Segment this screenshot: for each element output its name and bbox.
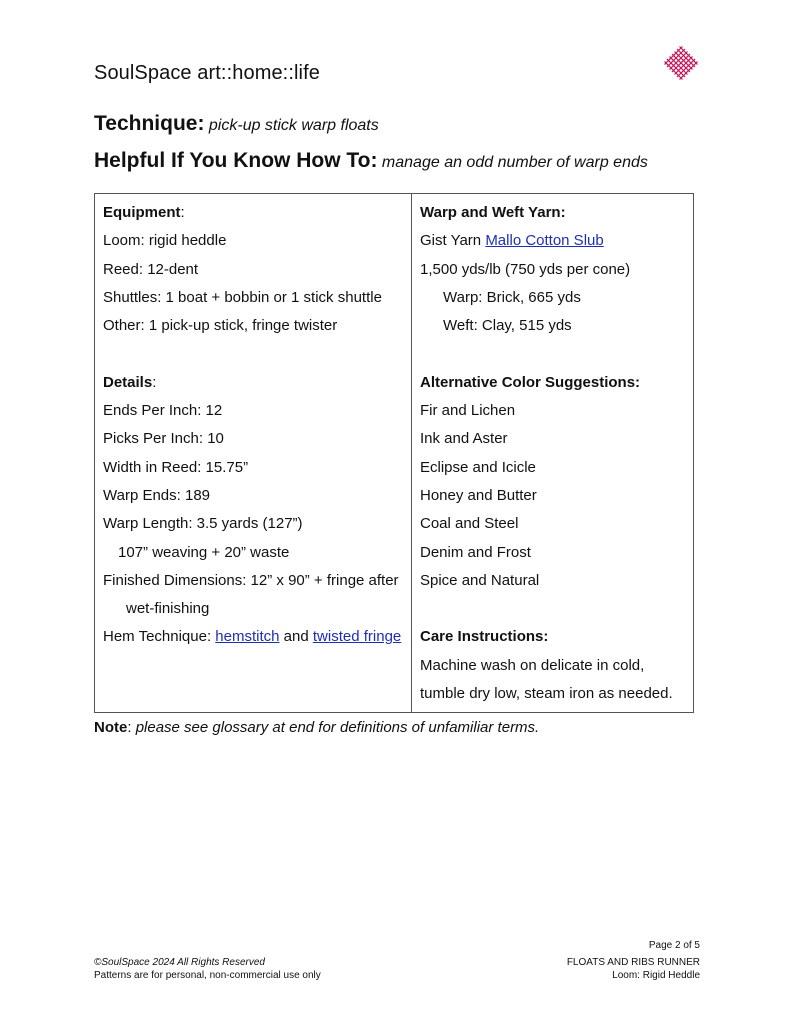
gist-prefix: Gist Yarn <box>420 232 486 250</box>
right-column <box>412 194 694 713</box>
footer-loom: Loom: Rigid Heddle <box>612 970 700 981</box>
note-line: Note: please see glossary at end for definitions of unfamiliar terms. <box>94 719 540 736</box>
mallo-cotton-slub-link[interactable]: Mallo Cotton Slub <box>485 232 604 250</box>
yarn-warp: Warp: Brick, 665 yds <box>443 288 581 306</box>
details-warp-ends: Warp Ends: 189 <box>103 486 210 504</box>
alternative-item: Denim and Frost <box>420 543 531 561</box>
alternative-item: Fir and Lichen <box>420 402 516 420</box>
footer-page: Page 2 of 5 <box>648 940 700 951</box>
footer-pattern: FLOATS AND RIBS RUNNER <box>566 957 700 968</box>
equipment-title: Equipment <box>103 204 181 221</box>
technique-value: pick-up stick warp floats <box>208 117 379 134</box>
footer-usage: Patterns are for personal, non-commercial use only <box>94 970 321 981</box>
helpful-value: manage an odd number of warp ends <box>381 154 648 171</box>
care-text: Machine wash on delicate in cold, tumble dry low, steam iron as needed. <box>420 656 673 703</box>
hemstitch-link[interactable]: hemstitch <box>215 628 280 646</box>
details-warp-length-detail: 107” weaving + 20” waste <box>118 543 290 561</box>
alternative-item: Coal and Steel <box>420 515 519 533</box>
details-title: Details <box>103 373 153 391</box>
hem-and: and <box>279 628 313 646</box>
equipment-reed: Reed: 12-dent <box>103 260 199 278</box>
yarn-yardage: 1,500 yds/lb (750 yds per cone) <box>420 260 631 278</box>
helpful-line <box>94 149 648 173</box>
twisted-fringe-link[interactable]: twisted fringe <box>312 628 402 646</box>
details-warp-length: Warp Length: 3.5 yards (127”) <box>103 515 303 533</box>
equipment-shuttles: Shuttles: 1 boat + bobbin or 1 stick shuttle <box>103 288 382 306</box>
left-column: Equipment: Loom: rigid heddle Reed: 12-dent Shuttles: 1 boat + bobbin or 1 stick shuttle Other: 1 pick-up stick, fringe twister Details: Ends Per Inch: 12 Picks Per Inch: 10 Width in Reed: 15.75” Warp Ends: 189 Warp Length: 3.5 yards (127”) 107” weaving + 20” waste Finished Dimensions: 12” x 90” + fringe after wet-finishing Hem Technique: hemstitch and twisted fringe <box>95 194 412 713</box>
note-text: please see glossary at end for definitions of unfamiliar terms. <box>135 719 540 736</box>
yarn-weft: Weft: Clay, 515 yds <box>443 317 572 335</box>
alternatives-title: Alternative Color Suggestions: <box>420 373 641 391</box>
note-label: Note <box>94 719 128 736</box>
details-epi: Ends Per Inch: 12 <box>103 402 223 420</box>
yarn-gist <box>420 227 685 255</box>
woven-diamond-logo <box>663 45 699 81</box>
footer-copyright: ©SoulSpace 2024 All Rights Reserved <box>94 957 265 968</box>
hem-prefix: Hem Technique: <box>103 628 216 646</box>
alternative-item: Spice and Natural <box>420 571 540 589</box>
alternative-item: Ink and Aster <box>420 430 508 448</box>
footer-left <box>94 956 321 982</box>
details-width: Width in Reed: 15.75” <box>103 458 249 476</box>
helpful-label: Helpful If You Know How To: <box>94 149 378 172</box>
brand-title: SoulSpace art::home::life <box>94 62 320 84</box>
pattern-spec-table <box>94 193 694 713</box>
yarn-title: Warp and Weft Yarn: <box>420 204 566 221</box>
equipment-loom: Loom: rigid heddle <box>103 232 227 250</box>
alternative-item: Eclipse and Icicle <box>420 458 536 476</box>
technique-label: Technique <box>94 112 198 135</box>
technique-line: Technique: pick-up stick warp floats <box>94 112 379 135</box>
alternative-item: Honey and Butter <box>420 486 537 504</box>
equipment-other: Other: 1 pick-up stick, fringe twister <box>103 317 338 335</box>
details-finished: Finished Dimensions: 12” x 90” + fringe after wet-finishing <box>103 571 399 618</box>
details-hem <box>103 623 403 651</box>
footer-right <box>567 939 700 982</box>
care-title: Care Instructions: <box>420 628 549 646</box>
details-ppi: Picks Per Inch: 10 <box>103 430 224 448</box>
